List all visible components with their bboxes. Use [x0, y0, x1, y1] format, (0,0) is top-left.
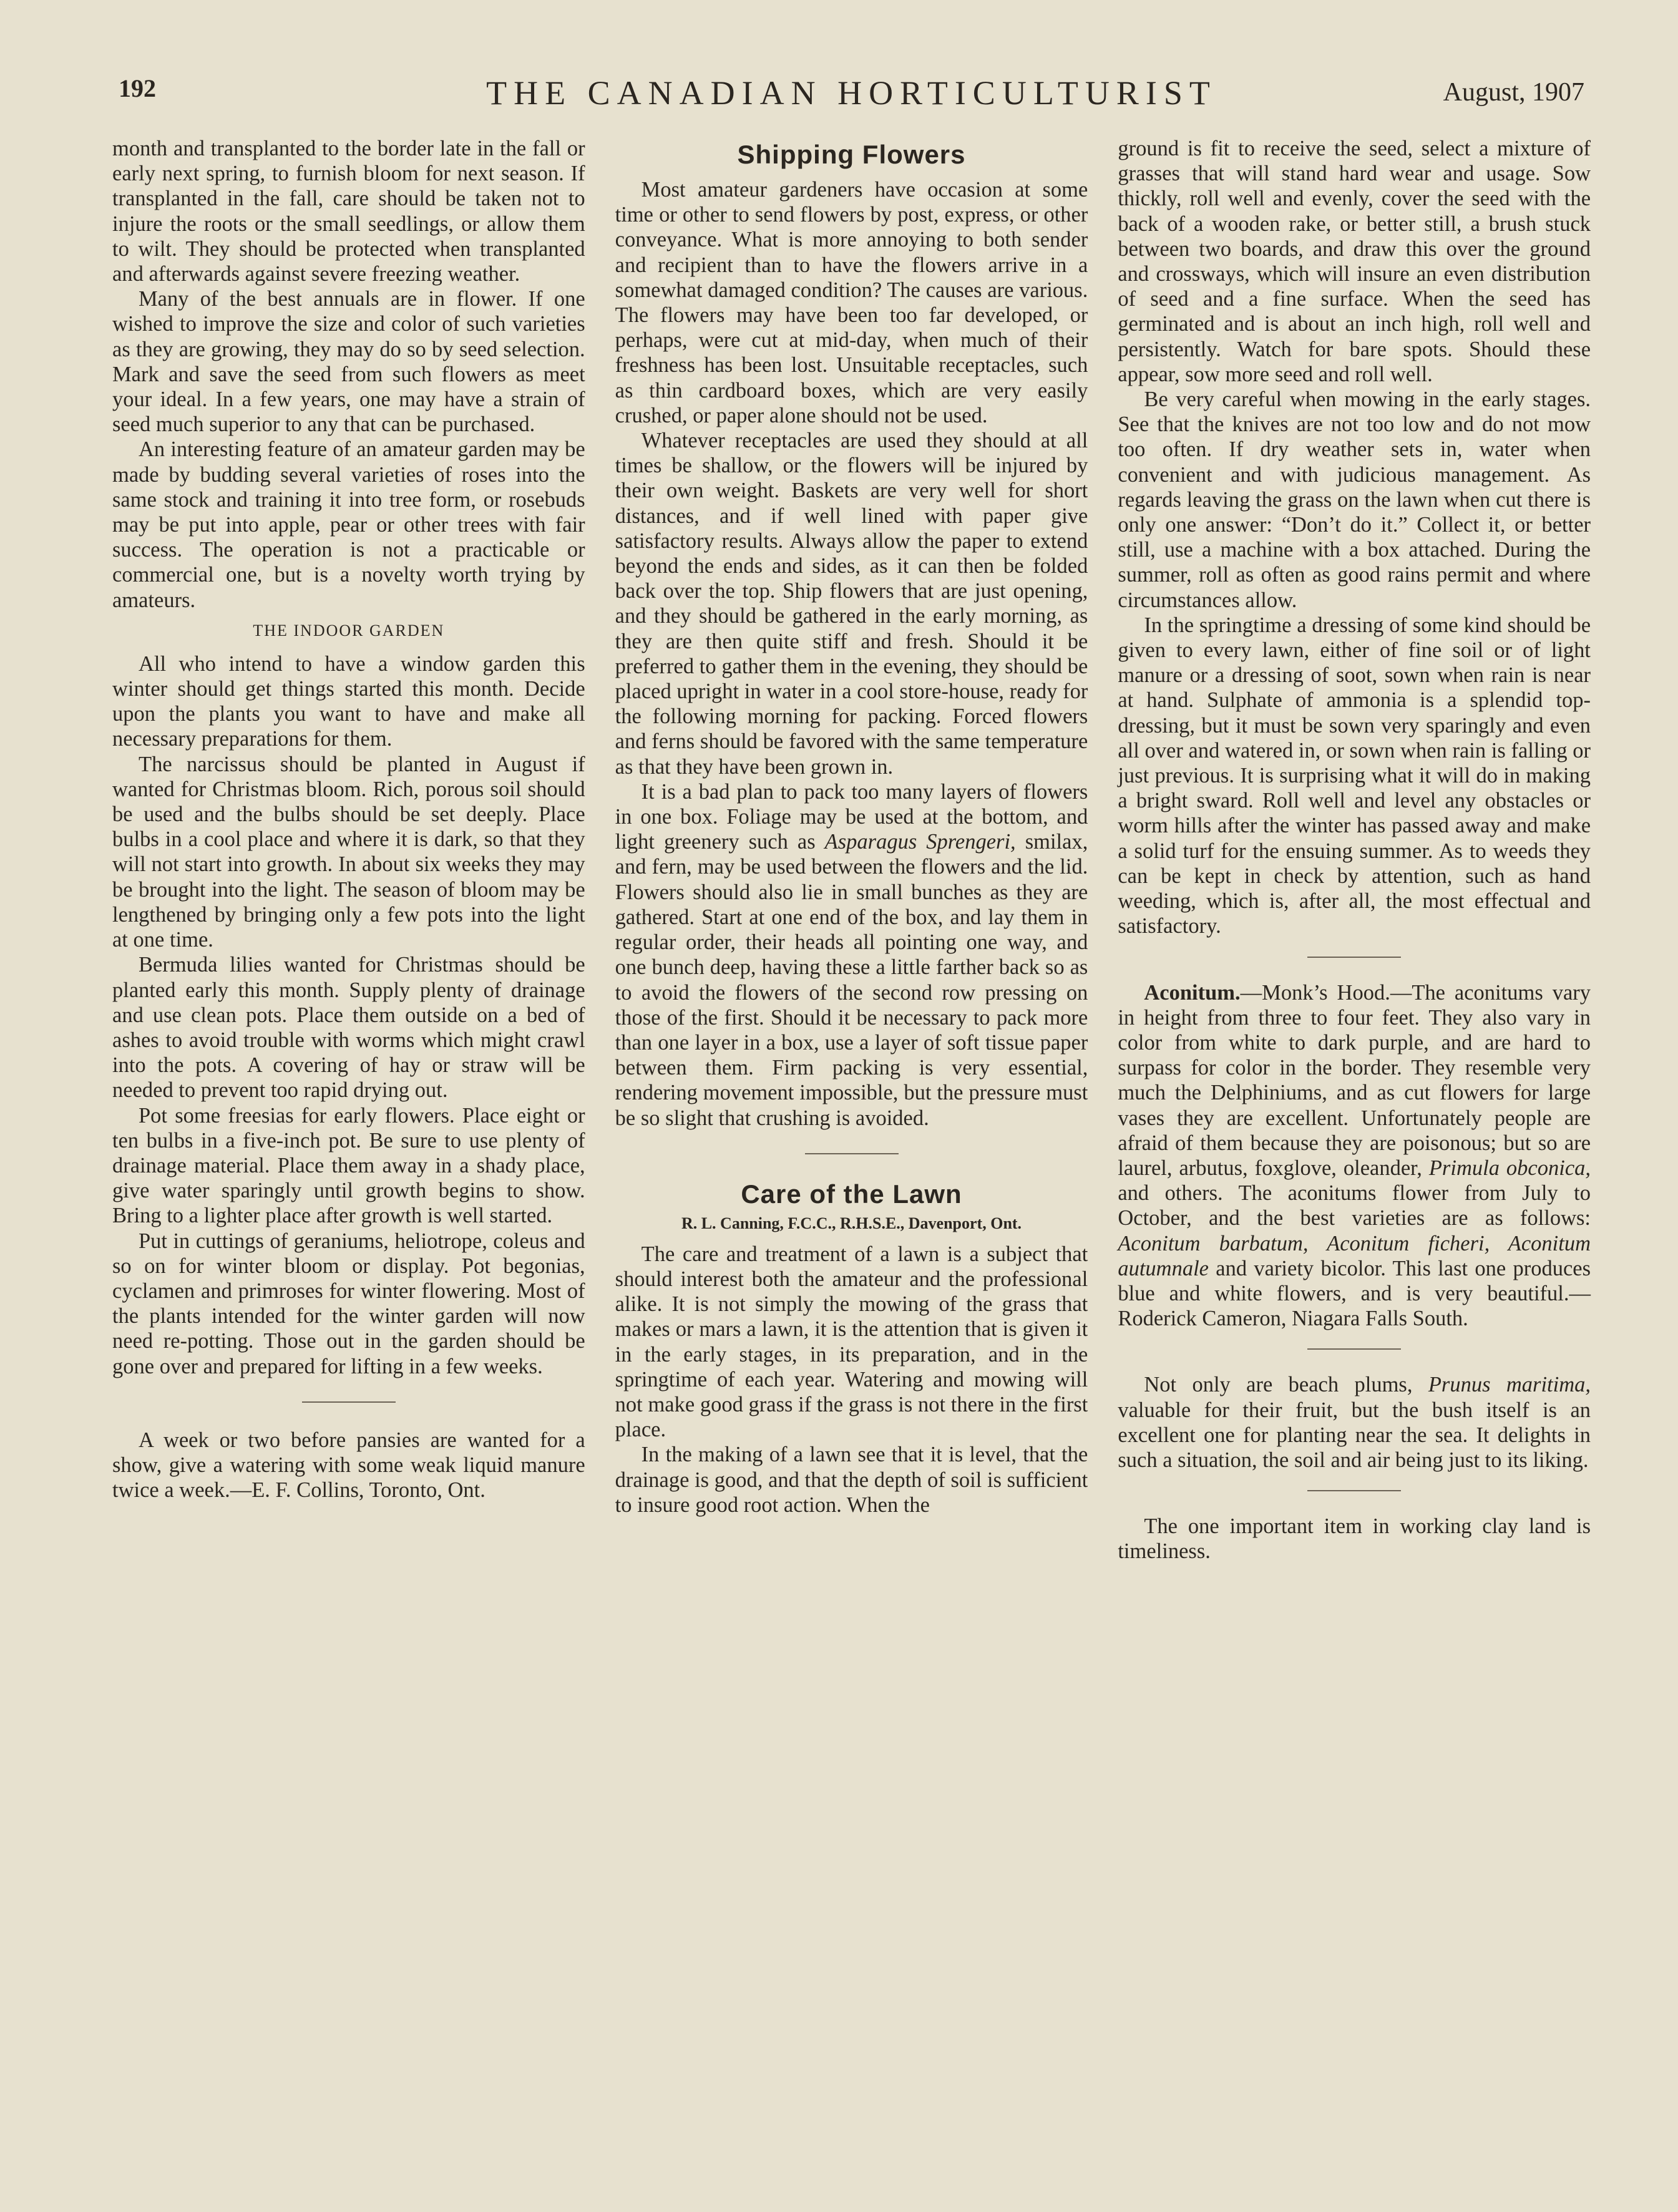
paragraph: The one important item in working clay land is timeliness. [1118, 1514, 1591, 1564]
paragraph: In the springtime a dressing of some kind should be given to every lawn, either of fine soil or of light manure or a dressing of soot, sown when rain is near at hand. Sulphate of ammonia is a splendid top-dressing, but it must be sown very sparingly and even all over and watered in, or sown when rain is falling or just previous. It is surprising what it will do in making a bright sward. Roll well and level any obstacles or worm hills after the winter has passed away and make a solid turf for the ensuing summer. As to weeds they can be kept in check by attention, such as hand weeding, which is, after all, the most effectual and satisfactory. [1118, 613, 1591, 938]
column-1 [112, 136, 585, 1564]
section-divider [1307, 957, 1401, 958]
paragraph: The narcissus should be planted in August if wanted for Christmas bloom. Rich, porous soil should be used and the bulbs should be set deeply. Place bulbs in a cool place and where it is dark, so that they will not start into growth. In about six weeks they may be brought into the light. The season of bloom may be lengthened by bringing only a few pots into the light at one time. [112, 752, 585, 952]
column-3 [1118, 136, 1591, 1564]
paragraph: It is a bad plan to pack too many layers of flowers in one box. Foliage may be used at the bottom, and light greenery such as Asparagus Sprengeri, smilax, and fern, may be used between the flowers and the lid. Flowers should also lie in small bunches as they are gathered. Start at one end of the box, and lay them in regular order, their heads all pointing one way, and one bunch deep, having these a little farther back so as to avoid the flowers of the second row pressing on those of the first. Should it be necessary to pack more than one layer in a box, use a layer of soft tissue paper between them. Firm packing is very essential, rendering movement impossible, but the pressure must be so slight that crushing is avoided. [615, 779, 1088, 1130]
section-divider [805, 1153, 899, 1154]
section-divider [1307, 1348, 1401, 1350]
paragraph: A week or two before pansies are wanted for a show, give a watering with some weak liquid manure twice a week.—E. F. Collins, Toronto, Ont. [112, 1428, 585, 1503]
paragraph: An interesting feature of an amateur garden may be made by budding several varieties of roses into the same stock and training it into tree form, or rosebuds may be put into apple, pear or other trees with fair success. The operation is not a practicable or commercial one, but is a novelty worth trying by amateurs. [112, 437, 585, 612]
column-2 [615, 136, 1088, 1564]
issue-date: August, 1907 [1443, 78, 1584, 107]
text-columns [112, 136, 1591, 1564]
paragraph: ground is fit to receive the seed, select a mixture of grasses that will stand hard wear and usage. Sow thickly, roll well and evenly, cover the seed with the back of a wooden rake, or better still, a brush stuck between two boards, and draw this over the ground and crossways, which will insure an even distribution of seed and a fine surface. When the seed has germinated and is about an inch high, roll well and persistently. Watch for bare spots. Should these appear, sow more seed and roll well. [1118, 137, 1591, 386]
article-title: Care of the Lawn [741, 1179, 962, 1209]
article-byline: R. L. Canning, F.C.C., R.H.S.E., Davenport, Ont. [681, 1214, 1022, 1232]
paragraph: Most amateur gardeners have occasion at some time or other to send flowers by post, express, or other conveyance. What is more annoying to both sender and recipient than to have the flowers arrive in a somewhat damaged condition? The causes are various. The flowers may have been too far developed, or perhaps, were cut at mid-day, when much of their freshness has been lost. Unsuitable receptacles, such as thin cardboard boxes, which are very easily crushed, or paper alone should not be used. [615, 178, 1088, 427]
paragraph: Many of the best annuals are in flower. If one wished to improve the size and color of such varieties as they are growing, they may do so by seed selection. Mark and save the seed from such flowers as meet your ideal. In a few years, one may have a strain of seed much superior to any that can be purchased. [112, 287, 585, 437]
paragraph: The care and treatment of a lawn is a subject that should interest both the amateur and the professional alike. It is not simply the mowing of the grass that makes or mars a lawn, it is the attention that is given it in the early stages, in its preparation, and in the springtime of each year. Watering and mowing will not make good grass if the grass is not there in the first place. [615, 1242, 1088, 1442]
paragraph: Whatever receptacles are used they should at all times be shallow, or the flowers will be injured by their own weight. Baskets are very well for short distances, and if well lined with paper give satisfactory results. Always allow the paper to extend beyond the ends and sides, as it can then be folded back over the top. Ship flowers that are just opening, and they should be gathered in the early morning, as they are then quite stiff and fresh. Should it be preferred to gather them in the evening, they should be placed upright in water in a cool store-house, ready for the following morning for packing. Forced flowers and ferns should be favored with the same temperature as that they have been grown in. [615, 429, 1088, 779]
paragraph: Pot some freesias for early flowers. Place eight or ten bulbs in a five-inch pot. Be sure to use plenty of drainage material. Place them away in a shady place, give water sparingly until growth begins to show. Bring to a lighter place after growth is well started. [112, 1103, 585, 1228]
section-subhead: THE INDOOR GARDEN [253, 621, 445, 640]
paragraph: Put in cuttings of geraniums, heliotrope, coleus and so on for winter bloom or display. Pot begonias, cyclamen and primroses for winter flowering. Most of the plants intended for the winter garden will now need re-potting. Those out in the garden should be gone over and prepared for lifting in a few weeks. [112, 1229, 585, 1378]
paragraph: In the making of a lawn see that it is level, that the drainage is good, and that the depth of soil is sufficient to insure good root action. When the [615, 1443, 1088, 1517]
page-number: 192 [119, 74, 156, 102]
paragraph: All who intend to have a window garden this winter should get things started this month. Decide upon the plants you want to have and make all necessary preparations for them. [112, 651, 585, 751]
section-divider [302, 1401, 396, 1403]
section-divider [1307, 1490, 1401, 1491]
paragraph: month and transplanted to the border late in the fall or early next spring, to furnish bloom for next season. If transplanted in the fall, care should be taken not to injure the roots or the small seedlings, or allow them to wilt. They should be protected when transplanted and afterwards against severe freezing weather. [112, 137, 585, 286]
journal-title: THE CANADIAN HORTICULTURIST [486, 74, 1217, 112]
running-head [112, 74, 1591, 124]
paragraph: Not only are beach plums, Prunus maritima, valuable for their fruit, but the bush itself is an excellent one for planting near the sea. It delights in such a situation, the soil and air being just to its liking. [1118, 1373, 1591, 1472]
article-title: Shipping Flowers [737, 140, 966, 169]
paragraph: Bermuda lilies wanted for Christmas should be planted early this month. Supply plenty of drainage and use clean pots. Place them outside on a bed of ashes to avoid trouble with worms which might crawl into the pots. A covering of hay or straw will be needed to prevent too rapid drying out. [112, 953, 585, 1103]
paragraph: Be very careful when mowing in the early stages. See that the knives are not too low and do not mow too often. If dry weather sets in, water when convenient and with judicious management. As regards leaving the grass on the lawn when cut there is only one answer: “Don’t do it.” Collect it, or better still, use a machine with a box attached. During the summer, roll as often as good rains permit and where circumstances allow. [1118, 387, 1591, 612]
paragraph: Aconitum.—Monk’s Hood.—The aconitums vary in height from three to four feet. They also vary in color from white to dark purple, and are hard to surpass for color in the border. They resemble very much the Delphiniums, and as cut flowers for large vases they are excellent. Unfortunately people are afraid of them because they are poisonous; but so are laurel, arbutus, foxglove, oleander, Primula obconica, and others. The aconitums flower from July to October, and the best varieties are as follows: Aconitum barbatum, Aconitum ficheri, Aconitum autumnale and variety bicolor. This last one produces blue and white flowers, and is very beautiful.—Roderick Cameron, Niagara Falls South. [1118, 980, 1591, 1331]
